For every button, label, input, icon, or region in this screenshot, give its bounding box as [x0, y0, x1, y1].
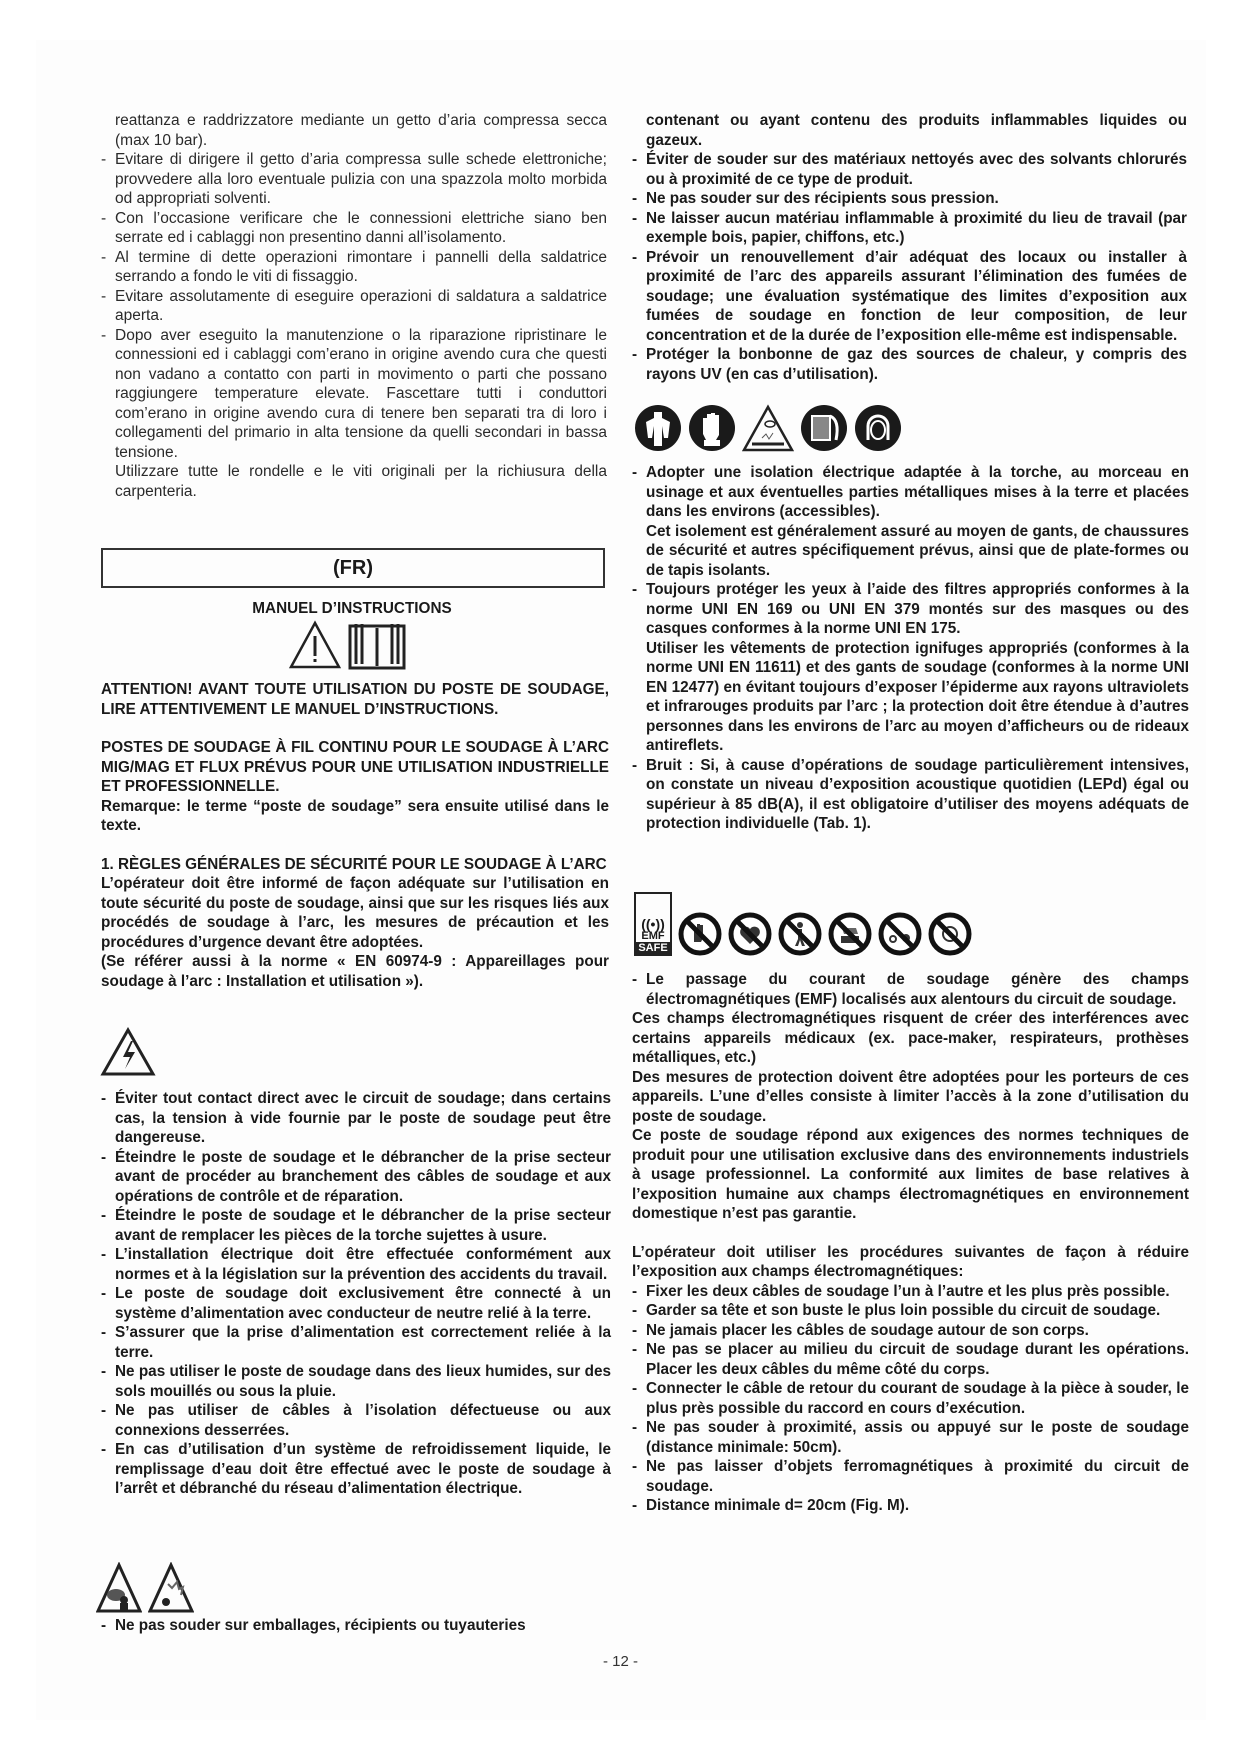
bullet-item — [101, 1284, 611, 1323]
bullet-item — [632, 345, 1187, 384]
bullet-text: S’assurer que la prise d’alimentation est correctement reliée à la terre. — [115, 1324, 611, 1361]
bullet-dash: - — [632, 1321, 638, 1339]
bullet-item — [632, 1282, 1189, 1302]
bullet-item — [101, 1323, 611, 1362]
emf-safe-badge — [634, 892, 672, 956]
bullet-dash: - — [632, 581, 638, 598]
bullet-item — [101, 287, 607, 326]
bullet-dash: - — [101, 1246, 107, 1263]
bullet-item — [632, 1340, 1189, 1379]
emf-label: EMF — [641, 930, 665, 942]
safe-label: SAFE — [636, 942, 670, 954]
bullet-text: L’installation électrique doit être effectuée conformément aux normes et à la législation sur la prévention des accidents du travail. — [115, 1246, 611, 1283]
paragraph: contenant ou ayant contenu des produits inflammables liquides ou gazeux. — [646, 112, 1187, 149]
bullet-text: Evitare di dirigere il getto d’aria compressa sulle schede elettroniche; provvedere alla loro eventuale pulizia con una spazzola molto morbida od appropriati solventi. — [115, 151, 607, 207]
bullet-dash: - — [632, 464, 638, 481]
bullet-item — [632, 463, 1189, 522]
fire-safety-list-continued — [632, 111, 1187, 384]
bullet-item — [632, 209, 1187, 248]
paragraph: Cet isolement est généralement assuré au moyen de gants, de chaussures de sécurité et autres spécifiquement prévus, ainsi que de plate-formes ou de tapis isolants. — [646, 522, 1189, 579]
bullet-item — [632, 756, 1189, 834]
bullet-text: Ne pas souder à proximité, assis ou appuyé sur le poste de soudage (distance minimale: 50cm). — [646, 1419, 1189, 1456]
ppe-icons — [634, 404, 902, 452]
bullet-item — [632, 1496, 1189, 1516]
paragraph: reattanza e raddrizzatore mediante un getto d’aria compressa secca (max 10 bar). — [115, 112, 607, 149]
paragraph: Remarque: le terme “poste de soudage” sera ensuite utilisé dans le texte. — [101, 797, 609, 834]
no-metal-objects-icon — [878, 912, 922, 956]
bullet-text: Dopo aver eseguito la manutenzione o la riparazione ripristinare le connessioni ed i cablaggi com’erano in origine avendo cura che questi non vadano a contatto con parti in movimento o parti che possano raggiungere temperature elevate. Fascettare tutti i conduttori com’erano in origine avendo cura di tenere ben separati tra di loro i collegamenti del primario in alta tensione da quelli secondari in bassa tensione. — [115, 326, 607, 461]
paragraph: Utiliser les vêtements de protection ignifuges appropriés (conformes à la norme UNI EN 11611) et des gants de soudage (conformes à la norme UNI EN 12477) en évitant toujours d’exposer l’épiderme aux rayons ultraviolets et infrarouges produits par l’arc ; la protection doit être étendue à d’autres personnes dans les environs de l’arc au moyen d’afficheurs ou de rideaux antireflets. — [646, 639, 1189, 754]
bullet-dash: - — [632, 1282, 638, 1300]
no-hand-access-icon — [678, 912, 722, 956]
bullet-item — [101, 209, 607, 248]
italian-maintenance-text — [101, 111, 607, 501]
bullet-dash: - — [632, 1458, 638, 1475]
paragraph: Utilizzare tutte le rondelle e le viti originali per la richiusura della carpenteria. — [115, 463, 607, 500]
bullet-item — [632, 1379, 1189, 1418]
bullet-text: Ne pas se placer au milieu du circuit de soudage durant les opérations. Placer les deux câbles du même côté du corps. — [646, 1341, 1189, 1378]
bullet-item — [632, 150, 1187, 189]
ppe-safety-list — [632, 463, 1189, 834]
bullet-text: Ne laisser aucun matériau inflammable à proximité du lieu de travail (par exemple bois, papier, chiffons, etc.) — [646, 209, 1187, 246]
bullet-dash: - — [632, 190, 638, 207]
bullet-dash: - — [101, 1363, 107, 1380]
bullet-dash: - — [632, 346, 638, 363]
gloves-icon — [688, 404, 736, 452]
manual-title: MANUEL D’INSTRUCTIONS — [252, 600, 452, 617]
paragraph: (Se référer aussi à la norme « EN 60974-9 : Appareillages pour soudage à l’arc : Installation et utilisation »). — [101, 953, 609, 990]
bullet-text: Éteindre le poste de soudage et le débrancher de la prise secteur avant de remplacer les pièces de la torche sujettes à usure. — [115, 1207, 611, 1244]
electric-hazard-icons — [100, 1027, 156, 1077]
bullet-item — [101, 1245, 611, 1284]
bullet-text: Ne jamais placer les câbles de soudage autour de son corps. — [646, 1321, 1089, 1339]
electric-shock-warning-icon — [100, 1027, 156, 1077]
bullet-dash: - — [101, 1148, 107, 1166]
eye-hazard-icon — [742, 404, 794, 452]
bullet-item — [101, 1401, 611, 1440]
bullet-item — [101, 1148, 611, 1207]
bullet-text: En cas d’utilisation d’un système de refroidissement liquide, le remplissage d’eau doit être effectué avec le poste de soudage à l’arrêt et débranché du réseau d’alimentation électrique. — [115, 1441, 611, 1497]
paragraph: Ce poste de soudage répond aux exigences des normes techniques de produit pour une utilisation exclusive dans des environnements industriels à usage professionnel. La conformité aux limites de base relatives à l’exposition humaine aux champs électromagnétiques en environnement domestique n’est pas garantie. — [632, 1127, 1189, 1222]
bullet-text: Le poste de soudage doit exclusivement être connecté à un système d’alimentation avec conducteur de neutre relié à la terre. — [115, 1285, 611, 1322]
bullet-dash: - — [101, 1207, 107, 1224]
bullet-item — [632, 1321, 1189, 1341]
bullet-text: Distance minimale d= 20cm (Fig. M). — [646, 1497, 910, 1514]
welding-mask-icon — [800, 404, 848, 452]
protective-clothing-icon — [634, 404, 682, 452]
bullet-dash: - — [101, 151, 107, 168]
fire-safety-list — [101, 1616, 609, 1636]
bullet-text: Bruit : Si, à cause d’opérations de soudage particulièrement intensives, on constate un niveau d’exposition acoustique quotidien (LEPd) égal ou supérieur à 85 dB(A), il est obligatoire d’utiliser des moyens adéquats de protection individuelle (Tab. 1). — [646, 756, 1189, 832]
bullet-text: Garder sa tête et son buste le plus loin possible du circuit de soudage. — [646, 1302, 1161, 1319]
no-metal-implant-icon — [778, 912, 822, 956]
bullet-dash: - — [632, 1497, 638, 1514]
bullet-item — [632, 580, 1189, 639]
language-box — [101, 548, 605, 588]
bullet-item — [101, 248, 607, 287]
bullet-item — [632, 1418, 1189, 1457]
bullet-dash: - — [101, 1324, 107, 1341]
bullet-item — [101, 1616, 609, 1636]
bullet-text: Ne pas souder sur emballages, récipients ou tuyauteries — [115, 1617, 526, 1634]
warning-triangle-icon — [288, 620, 342, 670]
manual-icons — [288, 620, 406, 670]
bullet-dash: - — [101, 1402, 107, 1419]
bullet-item — [101, 1362, 611, 1401]
paragraph: POSTES DE SOUDAGE À FIL CONTINU POUR LE SOUDAGE À L’ARC MIG/MAG ET FLUX PRÉVUS POUR UNE UTILISATION INDUSTRIELLE ET PROFESSIONNELLE. — [101, 739, 609, 795]
bullet-dash: - — [632, 1302, 638, 1319]
bullet-item — [632, 189, 1187, 209]
bullet-text: Ne pas utiliser le poste de soudage dans des lieux humides, sur des sols mouillés ou sous la pluie. — [115, 1363, 611, 1400]
bullet-item — [632, 970, 1189, 1009]
french-intro — [101, 680, 609, 991]
read-manual-book-icon — [348, 620, 406, 670]
bullet-dash: - — [632, 1341, 638, 1358]
bullet-dash: - — [101, 326, 107, 344]
bullet-item — [101, 150, 607, 209]
fumes-hazard-icon — [96, 1562, 142, 1614]
bullet-dash: - — [632, 209, 638, 227]
bullet-text: Fixer les deux câbles de soudage l’un à l’autre et les plus près possible. — [646, 1282, 1170, 1300]
bullet-text: Le passage du courant de soudage génère des champs électromagnétiques (EMF) localisés aux alentours du circuit de soudage. — [646, 971, 1189, 1008]
emf-icons — [634, 892, 972, 956]
bullet-item — [101, 1206, 611, 1245]
explosion-hazard-icon — [148, 1562, 194, 1614]
bullet-text: Ne pas souder sur des récipients sous pression. — [646, 190, 999, 207]
bullet-item — [101, 1089, 611, 1148]
bullet-text: Toujours protéger les yeux à l’aide des filtres appropriés conformes à la norme UNI EN 169 ou UNI EN 379 montés sur des masques ou des casques conformes à la norme UNI EN 175. — [646, 581, 1189, 637]
bullet-item — [632, 248, 1187, 346]
bullet-dash: - — [632, 1380, 638, 1397]
bullet-text: Con l’occasione verificare che le connessioni elettriche siano ben serrate ed i cablaggi non presentino danni all’isolamento. — [115, 209, 607, 246]
paragraph: ATTENTION! AVANT TOUTE UTILISATION DU POSTE DE SOUDAGE, LIRE ATTENTIVEMENT LE MANUEL D’INSTRUCTIONS. — [101, 681, 609, 718]
bullet-text: Éviter tout contact direct avec le circuit de soudage; dans certains cas, la tension à vide fournie par le poste de soudage peut être dangereuse. — [115, 1090, 611, 1146]
bullet-dash: - — [101, 287, 107, 305]
bullet-text: Éviter de souder sur des matériaux nettoyés avec des solvants chlorurés ou à proximité de ce type de produit. — [646, 151, 1187, 188]
bullet-dash: - — [632, 756, 638, 774]
bullet-text: Protéger la bonbonne de gaz des sources de chaleur, y compris des rayons UV (en cas d’utilisation). — [646, 346, 1187, 383]
bullet-text: Adopter une isolation électrique adaptée à la torche, au morceau en usinage et aux éventuelles parties métalliques mises à la terre et placées dans les environs (accessibles). — [646, 464, 1189, 520]
emf-waves-icon: ((•)) — [641, 916, 665, 932]
bullet-dash: - — [101, 1090, 107, 1107]
bullet-dash: - — [101, 248, 107, 266]
bullet-text: Evitare assolutamente di eseguire operazioni di saldatura a saldatrice aperta. — [115, 287, 607, 324]
bullet-dash: - — [632, 971, 638, 988]
bullet-item — [101, 1440, 611, 1499]
emf-safety-list — [632, 970, 1189, 1516]
page-number: - 12 - — [602, 1653, 638, 1670]
paragraph: Des mesures de protection doivent être adoptées pour les porteurs de ces appareils. L’une d’elles consiste à limiter l’accès à la zone d’utilisation du poste de soudage. — [632, 1068, 1189, 1125]
bullet-dash: - — [101, 1441, 107, 1458]
no-watch-icon — [928, 912, 972, 956]
paragraph: L’opérateur doit être informé de façon adéquate sur l’utilisation en toute sécurité du poste de soudage, ainsi que sur les risques liés aux procédés de soudage à l’arc, les mesures de précaution et les procédures d’urgence devant être adoptées. — [101, 875, 609, 951]
bullet-text: Prévoir un renouvellement d’air adéquat des locaux ou installer à proximité de l’arc des appareils assurant l’élimination des fumées de soudage; une évaluation systématique des limites d’exposition aux fumées de soudage en fonction de leur composition, de leur concentration et de la durée de l’exposition elle-même est indispensable. — [646, 248, 1187, 344]
bullet-text: Ne pas utiliser de câbles à l’isolation défectueuse ou aux connexions desserrées. — [115, 1402, 611, 1439]
fire-hazard-icons — [96, 1562, 194, 1614]
bullet-dash: - — [632, 151, 638, 168]
paragraph: 1. RÈGLES GÉNÉRALES DE SÉCURITÉ POUR LE SOUDAGE À L’ARC — [101, 855, 607, 873]
bullet-dash: - — [101, 1617, 107, 1634]
bullet-text: Al termine di dette operazioni rimontare i pannelli della saldatrice serrando a fondo le viti di fissaggio. — [115, 248, 607, 285]
bullet-text: Connecter le câble de retour du courant de soudage à la pièce à souder, le plus près possible du raccord en cours d’exécution. — [646, 1380, 1189, 1417]
ear-protection-icon — [854, 404, 902, 452]
bullet-item — [632, 1457, 1189, 1496]
no-magnetic-media-icon — [828, 912, 872, 956]
bullet-dash: - — [632, 248, 638, 266]
language-label: (FR) — [333, 556, 373, 579]
bullet-dash: - — [101, 1285, 107, 1302]
paragraph: L’opérateur doit utiliser les procédures suivantes de façon à réduire l’exposition aux champs électromagnétiques: — [632, 1243, 1189, 1280]
bullet-text: Ne pas laisser d’objets ferromagnétiques à proximité du circuit de soudage. — [646, 1458, 1189, 1495]
paragraph: Ces champs électromagnétiques risquent de créer des interférences avec certains appareils médicaux (ex. pace-maker, respirateurs, prothèses métalliques, etc.) — [632, 1010, 1189, 1066]
no-pacemaker-icon — [728, 912, 772, 956]
bullet-item — [101, 326, 607, 463]
bullet-dash: - — [632, 1419, 638, 1436]
bullet-item — [632, 1301, 1189, 1321]
electrical-safety-list — [101, 1089, 611, 1499]
bullet-dash: - — [101, 209, 107, 227]
bullet-text: Éteindre le poste de soudage et le débrancher de la prise secteur avant de procéder au branchement des câbles de soudage et aux opérations de contrôle et de réparation. — [115, 1148, 611, 1205]
